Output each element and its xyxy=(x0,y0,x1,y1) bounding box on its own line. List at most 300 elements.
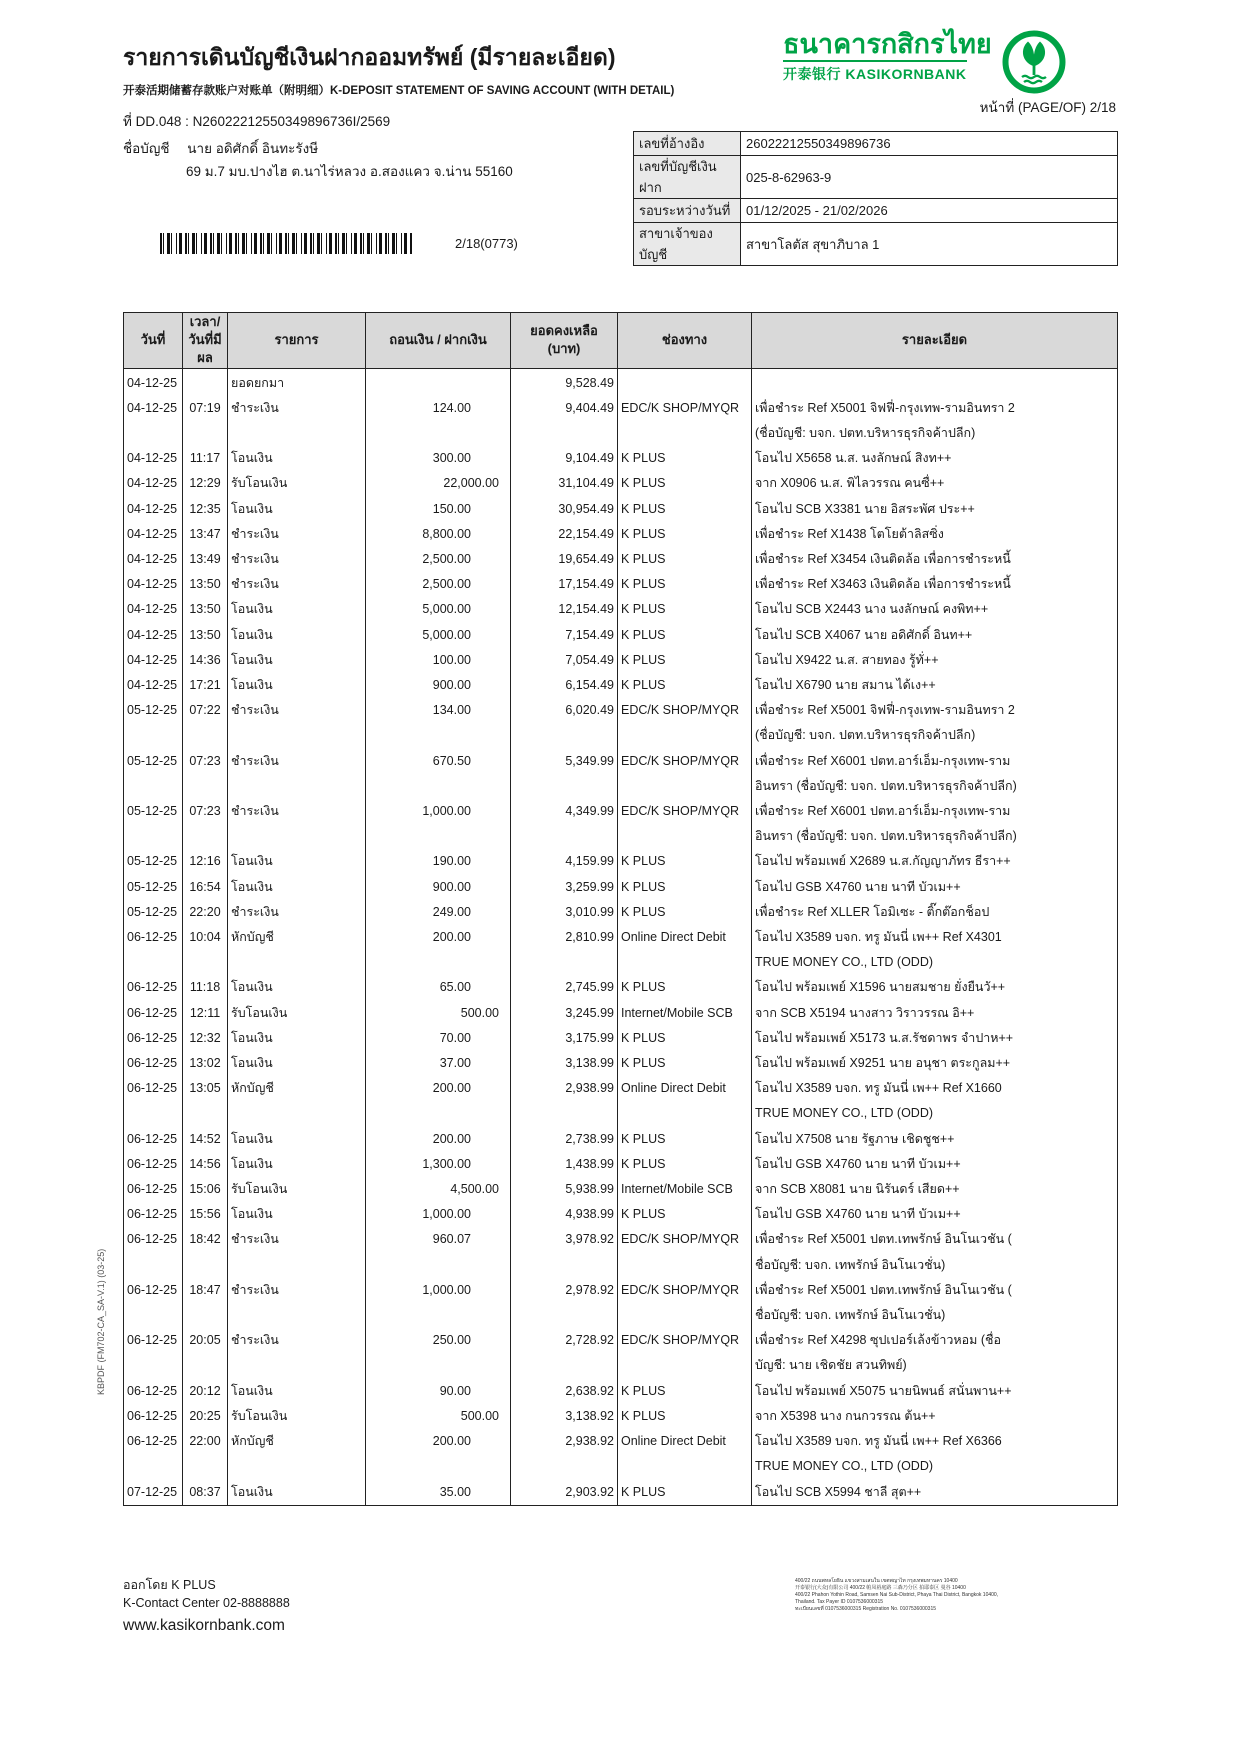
cell-date: 04-12-25 xyxy=(124,396,183,446)
info-value-account-no: 025-8-62963-9 xyxy=(741,156,1118,199)
cell-detail xyxy=(752,1429,1118,1479)
cell-date: 04-12-25 xyxy=(124,673,183,698)
cell-date: 06-12-25 xyxy=(124,1026,183,1051)
cell-balance: 22,154.49 xyxy=(511,522,618,547)
table-row xyxy=(124,368,1118,396)
cell-amount xyxy=(366,975,511,1000)
detail-line: โอนไป X7508 นาย รัฐภาษ เชิดชูช++ xyxy=(755,1131,955,1146)
cell-balance: 19,654.49 xyxy=(511,547,618,572)
withdraw-amount: 90.00 xyxy=(439,1383,471,1398)
cell-balance: 2,810.99 xyxy=(511,925,618,975)
detail-line: โอนไป พร้อมเพย์ X5075 นายนิพนธ์ สนั่นพาน++ xyxy=(755,1383,1012,1398)
bank-address-block xyxy=(795,1578,1015,1613)
cell-detail xyxy=(752,623,1118,648)
cell-balance: 1,438.99 xyxy=(511,1152,618,1177)
document-number: ที่ DD.048 : N26022212550349896736I/2569 xyxy=(123,114,391,129)
info-value-reference: 26022212550349896736 xyxy=(741,132,1118,156)
cell-detail xyxy=(752,1404,1118,1429)
cell-time: 13:05 xyxy=(183,1076,228,1126)
cell-date: 06-12-25 xyxy=(124,1379,183,1404)
cell-balance: 4,349.99 xyxy=(511,799,618,849)
cell-time: 18:42 xyxy=(183,1227,228,1277)
table-row xyxy=(124,849,1118,874)
detail-line: โอนไป X3589 บจก. ทรู มันนี่ เพ++ Ref X1660 xyxy=(755,1081,1002,1096)
cell-detail xyxy=(752,497,1118,522)
col-header-date: วันที่ xyxy=(124,313,183,369)
withdraw-amount: 200.00 xyxy=(432,1434,471,1449)
cell-description: ชำระเงิน xyxy=(228,900,366,925)
cell-description: โอนเงิน xyxy=(228,497,366,522)
cell-time: 13:49 xyxy=(183,547,228,572)
detail-line: โอนไป SCB X5994 ชาลี สุต++ xyxy=(755,1484,922,1499)
footer-left xyxy=(123,1576,290,1638)
cell-amount xyxy=(366,1127,511,1152)
detail-line: โอนไป SCB X2443 นาง นงลักษณ์ คงพิท++ xyxy=(755,602,989,617)
cell-date: 06-12-25 xyxy=(124,1051,183,1076)
cell-amount xyxy=(366,925,511,975)
table-row xyxy=(124,1127,1118,1152)
cell-time: 15:56 xyxy=(183,1202,228,1227)
col-header-time-line1: เวลา/ xyxy=(189,314,221,329)
deposit-amount: 22,000.00 xyxy=(443,476,499,491)
table-row xyxy=(124,1227,1118,1277)
cell-description: โอนเงิน xyxy=(228,1480,366,1506)
cell-detail xyxy=(752,522,1118,547)
cell-date: 04-12-25 xyxy=(124,572,183,597)
cell-description: ชำระเงิน xyxy=(228,1227,366,1277)
withdraw-amount: 900.00 xyxy=(432,678,471,692)
detail-line: โอนไป X3589 บจก. ทรู มันนี่ เพ++ Ref X6366 xyxy=(755,1434,1002,1449)
cell-date: 05-12-25 xyxy=(124,698,183,748)
cell-description: ชำระเงิน xyxy=(228,1328,366,1378)
cell-detail xyxy=(752,698,1118,748)
cell-balance: 4,938.99 xyxy=(511,1202,618,1227)
withdraw-amount: 200.00 xyxy=(432,1081,471,1096)
withdraw-amount: 1,000.00 xyxy=(422,1282,471,1297)
withdraw-amount: 249.00 xyxy=(432,904,471,919)
detail-line: TRUE MONEY CO., LTD (ODD) xyxy=(755,955,934,970)
table-row xyxy=(124,1480,1118,1506)
cell-amount xyxy=(366,698,511,748)
cell-time: 15:06 xyxy=(183,1177,228,1202)
detail-line: โอนไป พร้อมเพย์ X1596 นายสมชาย ยั่งยืนวั++ xyxy=(755,980,1006,995)
cell-amount xyxy=(366,1026,511,1051)
info-row xyxy=(634,156,1118,199)
cell-channel: K PLUS xyxy=(618,1127,752,1152)
table-row xyxy=(124,673,1118,698)
detail-line: จาก X5398 นาง กนกวรรณ ต้น++ xyxy=(755,1408,936,1423)
cell-date: 04-12-25 xyxy=(124,623,183,648)
cell-balance: 2,938.99 xyxy=(511,1076,618,1126)
cell-amount xyxy=(366,875,511,900)
cell-balance: 7,054.49 xyxy=(511,648,618,673)
kasikorn-sprout-icon xyxy=(1002,30,1066,99)
cell-detail xyxy=(752,547,1118,572)
cell-description: ชำระเงิน xyxy=(228,547,366,572)
cell-channel: K PLUS xyxy=(618,875,752,900)
cell-channel: K PLUS xyxy=(618,1404,752,1429)
table-row xyxy=(124,648,1118,673)
detail-line: เพื่อชำระ Ref X5001 จิฟฟี่-กรุงเทพ-รามอินทรา 2 xyxy=(755,400,1015,415)
cell-channel: Online Direct Debit xyxy=(618,925,752,975)
cell-detail xyxy=(752,975,1118,1000)
detail-line: โอนไป X3589 บจก. ทรู มันนี่ เพ++ Ref X4301 xyxy=(755,930,1002,945)
cell-time: 14:52 xyxy=(183,1127,228,1152)
cell-amount xyxy=(366,1379,511,1404)
withdraw-amount: 300.00 xyxy=(432,451,471,466)
detail-line: TRUE MONEY CO., LTD (ODD) xyxy=(755,1459,934,1474)
cell-balance: 9,528.49 xyxy=(511,368,618,396)
cell-channel: K PLUS xyxy=(618,471,752,496)
cell-date: 06-12-25 xyxy=(124,1177,183,1202)
cell-channel: K PLUS xyxy=(618,1480,752,1506)
header xyxy=(123,40,674,98)
detail-line: เพื่อชำระ Ref X6001 ปตท.อาร์เอ็ม-กรุงเทพ-ราม xyxy=(755,804,1011,819)
cell-channel: K PLUS xyxy=(618,597,752,622)
cell-amount xyxy=(366,849,511,874)
cell-time: 12:11 xyxy=(183,1001,228,1026)
cell-balance: 2,938.92 xyxy=(511,1429,618,1479)
cell-channel: Internet/Mobile SCB xyxy=(618,1001,752,1026)
cell-date: 06-12-25 xyxy=(124,1076,183,1126)
barcode-row xyxy=(160,233,1116,254)
detail-line: เพื่อชำระ Ref X1438 โตโยต้าลิสซิ่ง xyxy=(755,526,944,541)
cell-time: 07:23 xyxy=(183,799,228,849)
withdraw-amount: 150.00 xyxy=(432,501,471,516)
table-row xyxy=(124,925,1118,975)
cell-description: ชำระเงิน xyxy=(228,522,366,547)
cell-description: โอนเงิน xyxy=(228,1152,366,1177)
table-row xyxy=(124,698,1118,748)
cell-description: ชำระเงิน xyxy=(228,799,366,849)
cell-time: 12:35 xyxy=(183,497,228,522)
withdraw-amount: 2,500.00 xyxy=(422,577,471,592)
cell-date: 05-12-25 xyxy=(124,900,183,925)
withdraw-amount: 670.50 xyxy=(432,753,471,768)
issued-by: ออกโดย K PLUS xyxy=(123,1578,216,1592)
cell-time: 13:47 xyxy=(183,522,228,547)
col-header-amount: ถอนเงิน / ฝากเงิน xyxy=(366,313,511,369)
cell-balance: 3,138.92 xyxy=(511,1404,618,1429)
withdraw-amount: 190.00 xyxy=(432,854,471,869)
detail-line: TRUE MONEY CO., LTD (ODD) xyxy=(755,1106,934,1121)
detail-line: เพื่อชำระ Ref X5001 ปตท.เทพรักษ์ อินโนเวชัน ( xyxy=(755,1232,1012,1247)
transaction-table xyxy=(123,312,1118,1506)
cell-channel: K PLUS xyxy=(618,1051,752,1076)
cell-channel: K PLUS xyxy=(618,623,752,648)
cell-time: 12:32 xyxy=(183,1026,228,1051)
cell-description: โอนเงิน xyxy=(228,1026,366,1051)
cell-time: 22:00 xyxy=(183,1429,228,1479)
cell-amount xyxy=(366,597,511,622)
cell-time: 18:47 xyxy=(183,1278,228,1328)
deposit-amount: 500.00 xyxy=(460,1005,499,1020)
cell-channel: K PLUS xyxy=(618,446,752,471)
col-header-time-line2: วันที่มีผล xyxy=(188,332,222,366)
cell-date: 06-12-25 xyxy=(124,1328,183,1378)
cell-amount xyxy=(366,1278,511,1328)
info-label-period: รอบระหว่างวันที่ xyxy=(634,199,741,223)
cell-date: 06-12-25 xyxy=(124,1127,183,1152)
cell-channel xyxy=(618,368,752,396)
cell-time: 08:37 xyxy=(183,1480,228,1506)
table-row xyxy=(124,1429,1118,1479)
cell-detail xyxy=(752,471,1118,496)
account-name: นาย อดิศักดิ์ อินทะรังษี xyxy=(187,141,319,156)
cell-channel: EDC/K SHOP/MYQR xyxy=(618,799,752,849)
cell-balance: 3,245.99 xyxy=(511,1001,618,1026)
cell-balance: 2,903.92 xyxy=(511,1480,618,1506)
detail-line: ชื่อบัญชี: บจก. เทพรักษ์ อินโนเวชั่น) xyxy=(755,1308,946,1323)
cell-balance: 3,010.99 xyxy=(511,900,618,925)
cell-time: 12:29 xyxy=(183,471,228,496)
cell-time: 13:50 xyxy=(183,572,228,597)
cell-description: โอนเงิน xyxy=(228,1051,366,1076)
cell-channel: K PLUS xyxy=(618,522,752,547)
table-row xyxy=(124,446,1118,471)
cell-amount xyxy=(366,648,511,673)
cell-amount xyxy=(366,497,511,522)
cell-amount xyxy=(366,1001,511,1026)
col-header-balance-line1: ยอดคงเหลือ xyxy=(530,323,598,339)
cell-channel: K PLUS xyxy=(618,1152,752,1177)
cell-detail xyxy=(752,925,1118,975)
cell-time: 10:04 xyxy=(183,925,228,975)
cell-channel: EDC/K SHOP/MYQR xyxy=(618,396,752,446)
withdraw-amount: 134.00 xyxy=(432,703,471,718)
table-row xyxy=(124,522,1118,547)
withdraw-amount: 200.00 xyxy=(432,1131,471,1146)
cell-description: โอนเงิน xyxy=(228,875,366,900)
cell-detail xyxy=(752,900,1118,925)
detail-line: โอนไป SCB X4067 นาย อดิศักดิ์ อินท++ xyxy=(755,627,973,642)
cell-time: 13:50 xyxy=(183,623,228,648)
table-row xyxy=(124,572,1118,597)
cell-time: 07:22 xyxy=(183,698,228,748)
table-row xyxy=(124,1379,1118,1404)
form-code-vertical: KBPDF (FM702-CA_SA-V.1) (03-25) xyxy=(96,1248,106,1395)
cell-date: 05-12-25 xyxy=(124,749,183,799)
cell-description: โอนเงิน xyxy=(228,446,366,471)
cell-amount xyxy=(366,623,511,648)
cell-amount xyxy=(366,1429,511,1479)
cell-time: 20:12 xyxy=(183,1379,228,1404)
cell-description: โอนเงิน xyxy=(228,648,366,673)
withdraw-amount: 65.00 xyxy=(439,980,471,995)
cell-time: 07:23 xyxy=(183,749,228,799)
table-row xyxy=(124,396,1118,446)
table-row xyxy=(124,1152,1118,1177)
account-address: 69 ม.7 มบ.ปางไฮ ต.นาไร่หลวง อ.สองแคว จ.น่าน 55160 xyxy=(186,164,513,179)
detail-line: โอนไป X5658 น.ส. นงลักษณ์ สิงท++ xyxy=(755,451,952,466)
cell-description: โอนเงิน xyxy=(228,849,366,874)
cell-detail xyxy=(752,396,1118,446)
cell-balance: 12,154.49 xyxy=(511,597,618,622)
cell-balance: 2,638.92 xyxy=(511,1379,618,1404)
cell-channel: K PLUS xyxy=(618,572,752,597)
detail-line: ชื่อบัญชี: บจก. เทพรักษ์ อินโนเวชั่น) xyxy=(755,1257,946,1272)
info-value-branch: สาขาโลตัส สุขาภิบาล 1 xyxy=(741,223,1118,266)
cell-date: 04-12-25 xyxy=(124,648,183,673)
account-name-line xyxy=(123,137,318,159)
cell-description: โอนเงิน xyxy=(228,623,366,648)
cell-date: 06-12-25 xyxy=(124,925,183,975)
cell-date: 04-12-25 xyxy=(124,497,183,522)
detail-line: เพื่อชำระ Ref X4298 ซุปเปอร์เล้งข้าวหอม (ชื่อ xyxy=(755,1333,1002,1348)
col-header-balance xyxy=(511,313,618,369)
cell-balance: 3,175.99 xyxy=(511,1026,618,1051)
cell-amount xyxy=(366,1328,511,1378)
withdraw-amount: 5,000.00 xyxy=(422,627,471,642)
withdraw-amount: 37.00 xyxy=(439,1056,471,1071)
cell-description: ชำระเงิน xyxy=(228,1278,366,1328)
cell-detail xyxy=(752,597,1118,622)
cell-balance: 31,104.49 xyxy=(511,471,618,496)
cell-time: 20:05 xyxy=(183,1328,228,1378)
withdraw-amount: 1,000.00 xyxy=(422,1207,471,1222)
barcode xyxy=(160,233,412,254)
cell-detail xyxy=(752,875,1118,900)
table-row xyxy=(124,1202,1118,1227)
cell-time: 13:02 xyxy=(183,1051,228,1076)
cell-time: 17:21 xyxy=(183,673,228,698)
cell-channel: K PLUS xyxy=(618,975,752,1000)
cell-description: โอนเงิน xyxy=(228,597,366,622)
cell-date: 04-12-25 xyxy=(124,547,183,572)
page-subtitle: 开泰活期储蓄存款账户对账单（附明细）K-DEPOSIT STATEMENT OF SAVING ACCOUNT (WITH DETAIL) xyxy=(123,85,675,97)
cell-channel: EDC/K SHOP/MYQR xyxy=(618,1227,752,1277)
cell-date: 04-12-25 xyxy=(124,597,183,622)
cell-balance: 4,159.99 xyxy=(511,849,618,874)
cell-time xyxy=(183,368,228,396)
cell-date: 06-12-25 xyxy=(124,1001,183,1026)
cell-time: 14:56 xyxy=(183,1152,228,1177)
cell-balance: 3,978.92 xyxy=(511,1227,618,1277)
cell-date: 05-12-25 xyxy=(124,799,183,849)
detail-line: โอนไป พร้อมเพย์ X9251 นาย อนุชา ตระกูลม++ xyxy=(755,1056,1011,1071)
cell-description: รับโอนเงิน xyxy=(228,1404,366,1429)
bank-logo xyxy=(783,30,1066,99)
col-header-description: รายการ xyxy=(228,313,366,369)
bank-name-thai: ธนาคารกสิกรไทย xyxy=(783,29,992,59)
cell-date: 05-12-25 xyxy=(124,849,183,874)
deposit-amount: 500.00 xyxy=(460,1408,499,1423)
cell-detail xyxy=(752,1379,1118,1404)
withdraw-amount: 8,800.00 xyxy=(422,526,471,541)
cell-channel: K PLUS xyxy=(618,547,752,572)
cell-amount xyxy=(366,1480,511,1506)
bank-logo-text xyxy=(783,30,992,84)
detail-line: โอนไป พร้อมเพย์ X2689 น.ส.กัญญาภัทร ธีรา++ xyxy=(755,854,1011,869)
detail-line: จาก SCB X8081 นาย นิรันดร์ เสียด++ xyxy=(755,1182,960,1197)
txn-table-body xyxy=(124,368,1118,1505)
table-row xyxy=(124,975,1118,1000)
col-header-balance-line2: (บาท) xyxy=(547,341,581,357)
cell-detail xyxy=(752,1328,1118,1378)
cell-detail xyxy=(752,1480,1118,1506)
cell-date: 06-12-25 xyxy=(124,1429,183,1479)
detail-line: โอนไป พร้อมเพย์ X5173 น.ส.รัชดาพร จำปาห++ xyxy=(755,1030,1014,1045)
cell-channel: Online Direct Debit xyxy=(618,1076,752,1126)
cell-balance: 9,404.49 xyxy=(511,396,618,446)
cell-balance: 30,954.49 xyxy=(511,497,618,522)
table-row xyxy=(124,1177,1118,1202)
cell-date: 04-12-25 xyxy=(124,471,183,496)
cell-channel: Internet/Mobile SCB xyxy=(618,1177,752,1202)
cell-detail xyxy=(752,368,1118,396)
cell-description: รับโอนเงิน xyxy=(228,1177,366,1202)
cell-description: ชำระเงิน xyxy=(228,698,366,748)
table-row xyxy=(124,749,1118,799)
cell-balance: 2,728.92 xyxy=(511,1328,618,1378)
cell-balance: 5,349.99 xyxy=(511,749,618,799)
cell-detail xyxy=(752,572,1118,597)
cell-balance: 6,154.49 xyxy=(511,673,618,698)
cell-detail xyxy=(752,1278,1118,1328)
withdraw-amount: 1,000.00 xyxy=(422,804,471,819)
cell-description: หักบัญชี xyxy=(228,925,366,975)
detail-line: โอนไป SCB X3381 นาย อิสระพัศ ประ++ xyxy=(755,501,975,516)
detail-line: โอนไป X9422 น.ส. สายทอง รู้ทั่++ xyxy=(755,652,939,667)
detail-line: โอนไป GSB X4760 นาย นาที บัวเม++ xyxy=(755,1207,961,1222)
cell-description: โอนเงิน xyxy=(228,673,366,698)
cell-detail xyxy=(752,799,1118,849)
col-header-detail: รายละเอียด xyxy=(752,313,1118,369)
cell-time: 11:18 xyxy=(183,975,228,1000)
table-row xyxy=(124,597,1118,622)
cell-description: ชำระเงิน xyxy=(228,396,366,446)
page-number: หน้าที่ (PAGE/OF) 2/18 xyxy=(979,100,1116,115)
cell-channel: K PLUS xyxy=(618,497,752,522)
withdraw-amount: 250.00 xyxy=(432,1333,471,1348)
table-row xyxy=(124,1026,1118,1051)
detail-line: โอนไป GSB X4760 นาย นาที บัวเม++ xyxy=(755,879,961,894)
withdraw-amount: 35.00 xyxy=(439,1484,471,1499)
cell-description: หักบัญชี xyxy=(228,1076,366,1126)
table-row xyxy=(124,547,1118,572)
cell-amount xyxy=(366,1076,511,1126)
cell-description: โอนเงิน xyxy=(228,1379,366,1404)
cell-description: หักบัญชี xyxy=(228,1429,366,1479)
cell-description: ชำระเงิน xyxy=(228,572,366,597)
cell-time: 22:20 xyxy=(183,900,228,925)
withdraw-amount: 960.07 xyxy=(432,1232,471,1247)
cell-amount xyxy=(366,522,511,547)
cell-detail xyxy=(752,1177,1118,1202)
cell-date: 06-12-25 xyxy=(124,1404,183,1429)
cell-detail xyxy=(752,1076,1118,1126)
bank-name-sub: 开泰银行 KASIKORNBANK xyxy=(783,60,967,84)
info-label-account-no: เลขที่บัญชีเงินฝาก xyxy=(634,156,741,199)
cell-date: 06-12-25 xyxy=(124,1278,183,1328)
cell-amount xyxy=(366,547,511,572)
page-title: รายการเดินบัญชีเงินฝากออมทรัพย์ (มีรายละเอียด) xyxy=(123,44,616,70)
cell-channel: K PLUS xyxy=(618,673,752,698)
cell-channel: K PLUS xyxy=(618,849,752,874)
cell-amount xyxy=(366,1404,511,1429)
cell-amount xyxy=(366,396,511,446)
cell-date: 04-12-25 xyxy=(124,446,183,471)
deposit-amount: 4,500.00 xyxy=(450,1182,499,1197)
table-row xyxy=(124,900,1118,925)
cell-detail xyxy=(752,1127,1118,1152)
detail-line: (ชื่อบัญชี: บจก. ปตท.บริหารธุรกิจค้าปลีก) xyxy=(755,728,976,743)
cell-channel: K PLUS xyxy=(618,900,752,925)
cell-detail xyxy=(752,1026,1118,1051)
bank-address-line: 400/22 ถนนพหลโยธิน แขวงสามเสนใน เขตพญาไท กรุงเทพมหานคร 10400 xyxy=(795,1578,958,1584)
cell-date: 04-12-25 xyxy=(124,522,183,547)
detail-line: บัญชี: นาย เชิดชัย สวนทิพย์) xyxy=(755,1358,907,1373)
